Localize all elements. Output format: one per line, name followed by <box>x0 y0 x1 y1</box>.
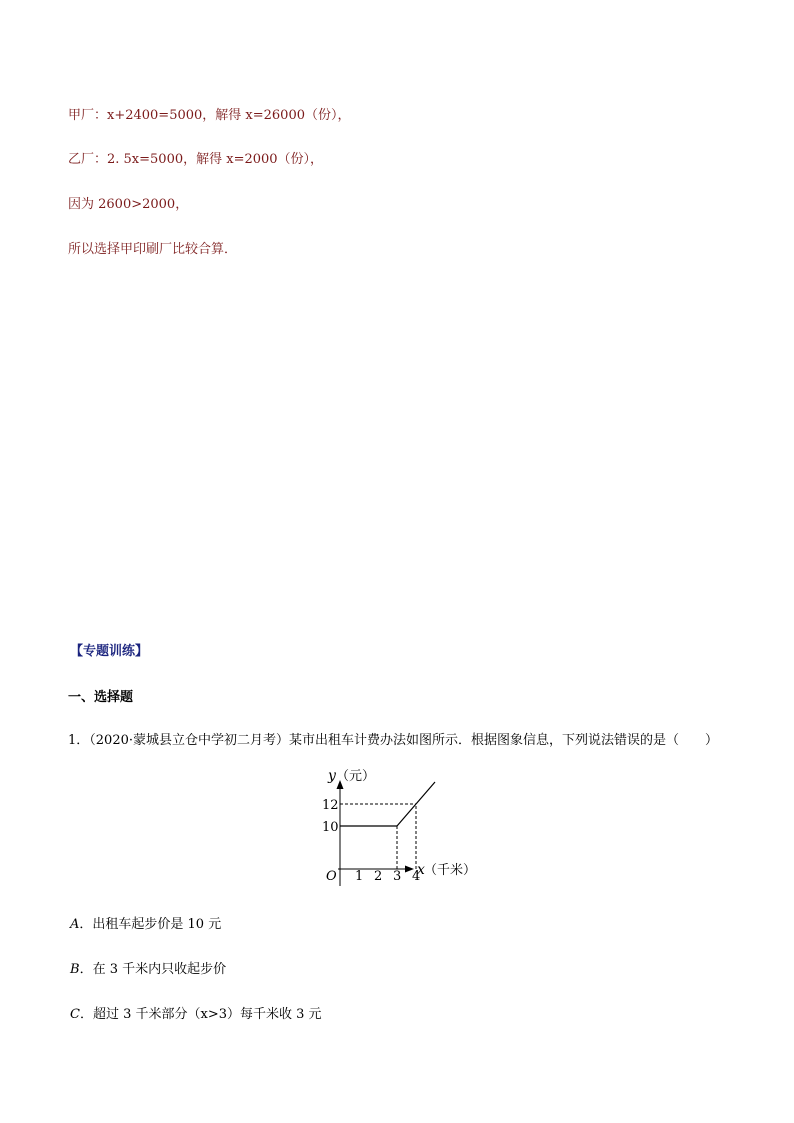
solution-line-1 <box>68 104 351 123</box>
x-tick-label-1: 1 <box>355 869 364 884</box>
x-axis-label-var: x <box>417 862 425 878</box>
y-tick-label-12: 12 <box>322 798 339 813</box>
y-axis-label-var: y <box>328 768 336 784</box>
question-stem: 1．（2020·蒙城县立仓中学初二月考）某市出租车计费办法如图所示．根据图象信息，下列说法错误的是（ ） <box>68 733 718 748</box>
solution-line-2-text: 乙厂：2. 5x=5000，解得 x=2000（份）， <box>68 152 324 167</box>
solution-line-2 <box>68 148 323 167</box>
fare-line-segment-2 <box>397 804 416 826</box>
taxi-fare-graph <box>300 762 500 892</box>
x-axis-label-unit: （千米） <box>424 863 477 878</box>
solution-line-4 <box>68 238 237 257</box>
section-heading: 一、选择题 <box>68 690 134 705</box>
y-axis-label-unit: （元） <box>336 769 376 784</box>
x-tick-label-3: 3 <box>393 869 402 884</box>
option-a[interactable] <box>70 913 221 932</box>
solution-line-3-text: 因为 2600>2000， <box>68 197 189 212</box>
option-b-text: ．在 3 千米内只收起步价 <box>79 962 227 977</box>
solution-line-1-text: 甲厂：x+2400=5000，解得 x=26000（份）， <box>68 108 351 123</box>
option-c[interactable] <box>70 1003 322 1022</box>
solution-line-3 <box>68 193 188 212</box>
origin-label: O <box>326 869 337 884</box>
y-tick-label-10: 10 <box>322 820 339 835</box>
option-a-text: ．出租车起步价是 10 元 <box>79 917 222 932</box>
x-tick-label-4: 4 <box>412 869 421 884</box>
option-b[interactable] <box>70 958 226 977</box>
fare-line-segment-3 <box>416 782 435 804</box>
option-c-text: ．超过 3 千米部分（x>3）每千米收 3 元 <box>79 1007 322 1022</box>
option-b-letter: B <box>70 962 80 977</box>
option-a-letter: A <box>70 917 80 932</box>
option-c-letter: C <box>70 1007 80 1022</box>
x-tick-label-2: 2 <box>374 869 383 884</box>
solution-line-4-text: 所以选择甲印刷厂比较合算． <box>68 242 238 257</box>
section-title: 【专题训练】 <box>70 644 149 659</box>
